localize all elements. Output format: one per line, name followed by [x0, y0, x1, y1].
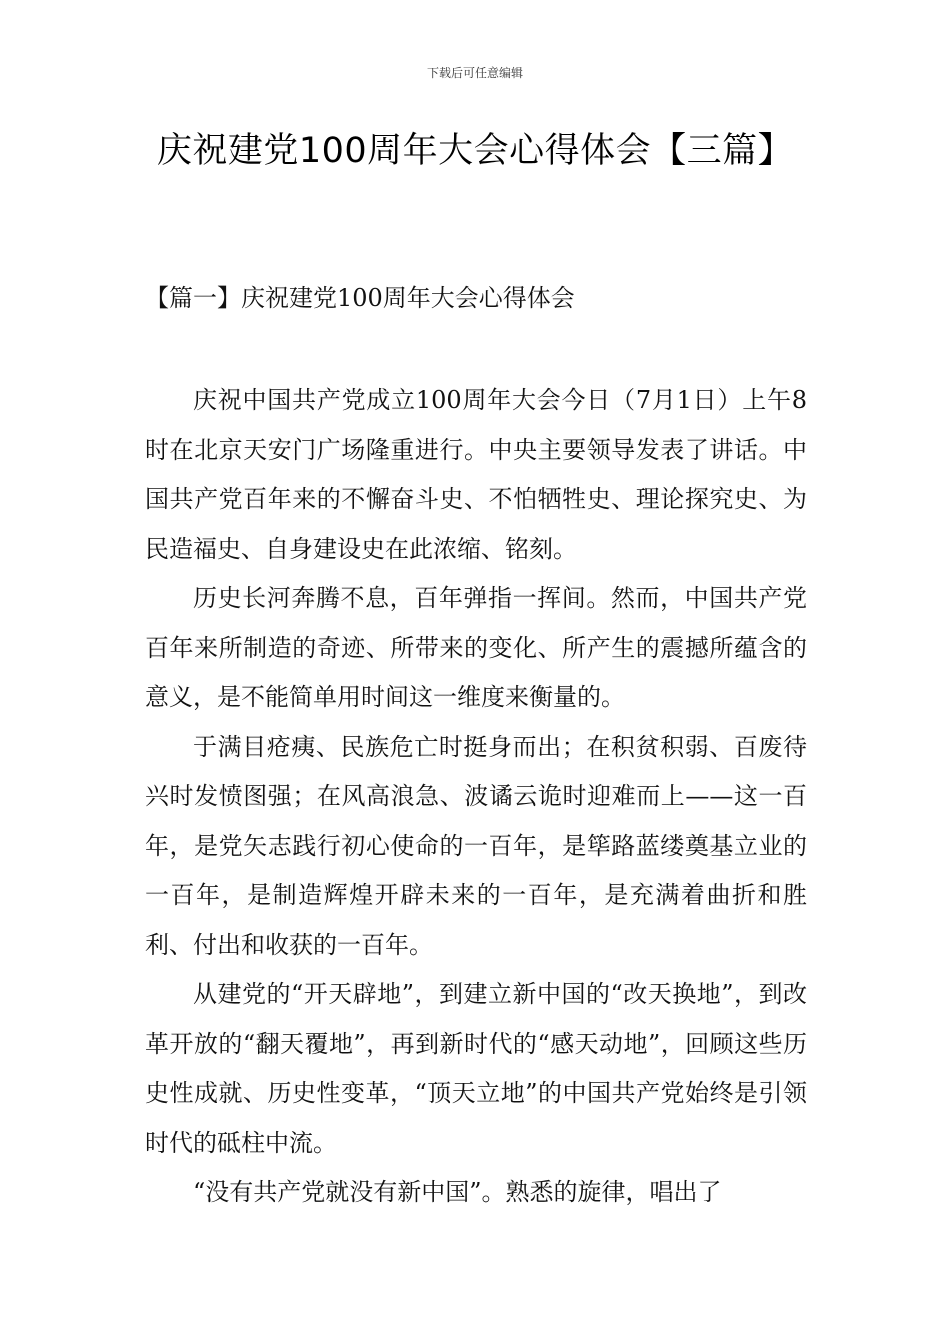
- paragraph-3: 于满目疮痍、民族危亡时挺身而出；在积贫积弱、百废待兴时发愤图强；在风高浪急、波谲云诡时迎难而上——这一百年，是党矢志践行初心使命的一百年，是筚路蓝缕奠基立业的一百年，是制造辉煌开辟未来的一百年，是充满着曲折和胜利、付出和收获的一百年。: [145, 732, 807, 959]
- paragraph-2: 历史长河奔腾不息，百年弹指一挥间。然而，中国共产党百年来所制造的奇迹、所带来的变化、所产生的震撼所蕴含的意义，是不能简单用时间这一维度来衡量的。: [145, 584, 807, 711]
- paragraph-4: 从建党的“开天辟地”，到建立新中国的“改天换地”，到改革开放的“翻天覆地”，再到新时代的“感天动地”，回顾这些历史性成就、历史性变革，“顶天立地”的中国共产党始终是引领时代的砥柱中流。: [145, 980, 807, 1157]
- paragraph-5: “没有共产党就没有新中国”。熟悉的旋律，唱出了: [193, 1178, 722, 1206]
- paragraph-1: 庆祝中国共产党成立100周年大会今日（7月1日）上午8时在北京天安门广场隆重进行。中央主要领导发表了讲话。中国共产党百年来的不懈奋斗史、不怕牺牲史、理论探究史、为民造福史、自身建设史在此浓缩、铭刻。: [145, 386, 807, 563]
- header-note: 下载后可任意编辑: [426, 66, 523, 80]
- section-title: 【篇一】庆祝建党100周年大会心得体会: [145, 284, 575, 312]
- document-title: 庆祝建党100周年大会心得体会【三篇】: [156, 131, 794, 171]
- document-body: [145, 376, 807, 1218]
